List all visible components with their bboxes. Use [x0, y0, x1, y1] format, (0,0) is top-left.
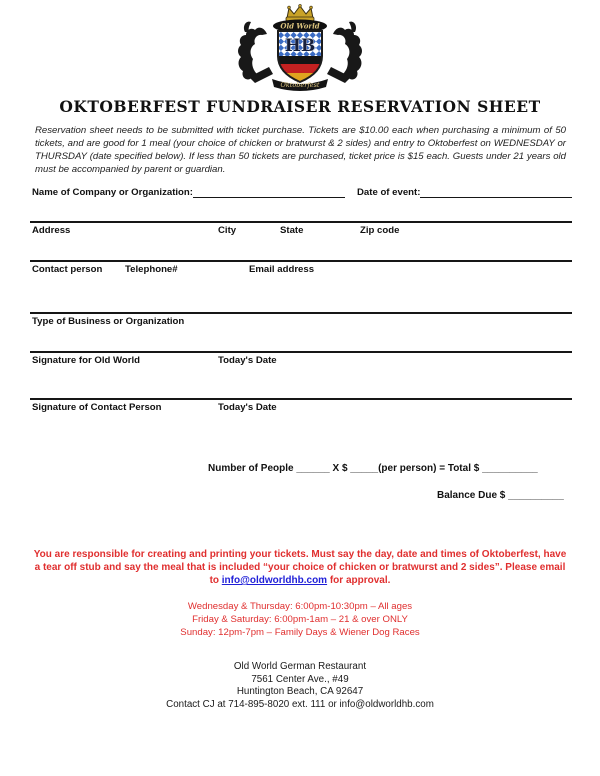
- signature-old-world-label: Signature for Old World: [32, 355, 141, 366]
- crown-icon: [286, 4, 314, 21]
- date-of-event-blank: [420, 187, 572, 198]
- shield: [278, 31, 322, 83]
- crest-svg: [233, 4, 367, 94]
- company-name-blank: [193, 187, 345, 198]
- restaurant-name: Old World German Restaurant: [233, 661, 367, 672]
- email-address-label: Email address: [249, 264, 315, 275]
- business-type-row: [32, 316, 572, 329]
- city-label: City: [218, 225, 237, 236]
- zip-code-label: Zip code: [360, 225, 400, 236]
- ticket-instructions-tail: for approval.: [327, 575, 391, 586]
- ticket-instructions-text: You are responsible for creating and printing your tickets. Must say the day, date and times of Oktoberfest, have a tear off stub and say the meal that is included “your choice of chicken or bratwurst and 2 sides”. Please email to: [33, 549, 567, 586]
- page-title: OKTOBERFEST FUNDRAISER RESERVATION SHEET: [59, 97, 541, 116]
- old-world-crest-logo: [233, 4, 367, 99]
- contact-line: [30, 260, 572, 262]
- contact-person-label: Contact person: [32, 264, 103, 275]
- lion-right-icon: [327, 22, 362, 83]
- bottom-ribbon: [272, 79, 328, 91]
- email-link[interactable]: info@oldworldhb.com: [221, 575, 328, 586]
- telephone-label: Telephone#: [125, 264, 178, 275]
- signature-old-world-row: [32, 355, 572, 368]
- signature-contact-line: [30, 398, 572, 400]
- banner-bottom-text: Oktoberfest: [280, 81, 320, 89]
- lion-left-icon: [238, 22, 273, 83]
- signature-contact-label: Signature of Contact Person: [32, 402, 162, 413]
- todays-date-label: Today's Date: [218, 402, 277, 413]
- address-line: [30, 221, 572, 223]
- signature-old-world-line: [30, 351, 572, 353]
- event-schedule: [0, 600, 600, 639]
- balance-due-row: Balance Due $ __________: [437, 490, 564, 501]
- company-name-label: Name of Company or Organization:: [32, 187, 193, 198]
- business-type-label: Type of Business or Organization: [32, 316, 185, 327]
- number-of-people-row: Number of People ______ X $ _____(per person) = Total $ __________: [208, 463, 538, 474]
- intro-paragraph: Reservation sheet needs to be submitted with ticket purchase. Tickets are $10.00 each when purchasing a minimum of 50 tickets, and are good for 1 meal (your choice of chicken or bratwurst & 2 sides) and entry to Oktoberfest on WEDNESDAY or THURSDAY (date specified below). If less than 50 tickets are purchased, ticket price is $15 each. Guests under 21 years old must be accompanied by parent or guardian.: [35, 125, 566, 175]
- contact-labels-row: [32, 264, 572, 277]
- address-labels-row: [32, 225, 572, 238]
- state-label: State: [280, 225, 304, 236]
- monogram-text: HB: [284, 36, 316, 56]
- schedule-line: Sunday: 12pm-7pm – Family Days & Wiener Dog Races: [180, 627, 420, 638]
- company-date-row: [32, 187, 572, 198]
- business-type-line: [30, 312, 572, 314]
- todays-date-label: Today's Date: [218, 355, 277, 366]
- date-of-event-label: Date of event:: [356, 187, 421, 198]
- schedule-line: Wednesday & Thursday: 6:00pm-10:30pm – All ages: [187, 601, 413, 612]
- restaurant-contact-line: Contact CJ at 714-895-8020 ext. 111 or info@oldworldhb.com: [166, 698, 434, 710]
- signature-contact-row: [32, 402, 572, 415]
- restaurant-address: 7561 Center Ave., #49: [251, 673, 349, 685]
- ticket-instructions: [30, 548, 570, 587]
- banner-top-text: Old World: [280, 21, 320, 31]
- schedule-line: Friday & Saturday: 6:00pm-1am – 21 & over ONLY: [192, 614, 408, 625]
- restaurant-city: Huntington Beach, CA 92647: [236, 686, 364, 697]
- address-label: Address: [32, 225, 71, 236]
- restaurant-contact-block: [0, 661, 600, 711]
